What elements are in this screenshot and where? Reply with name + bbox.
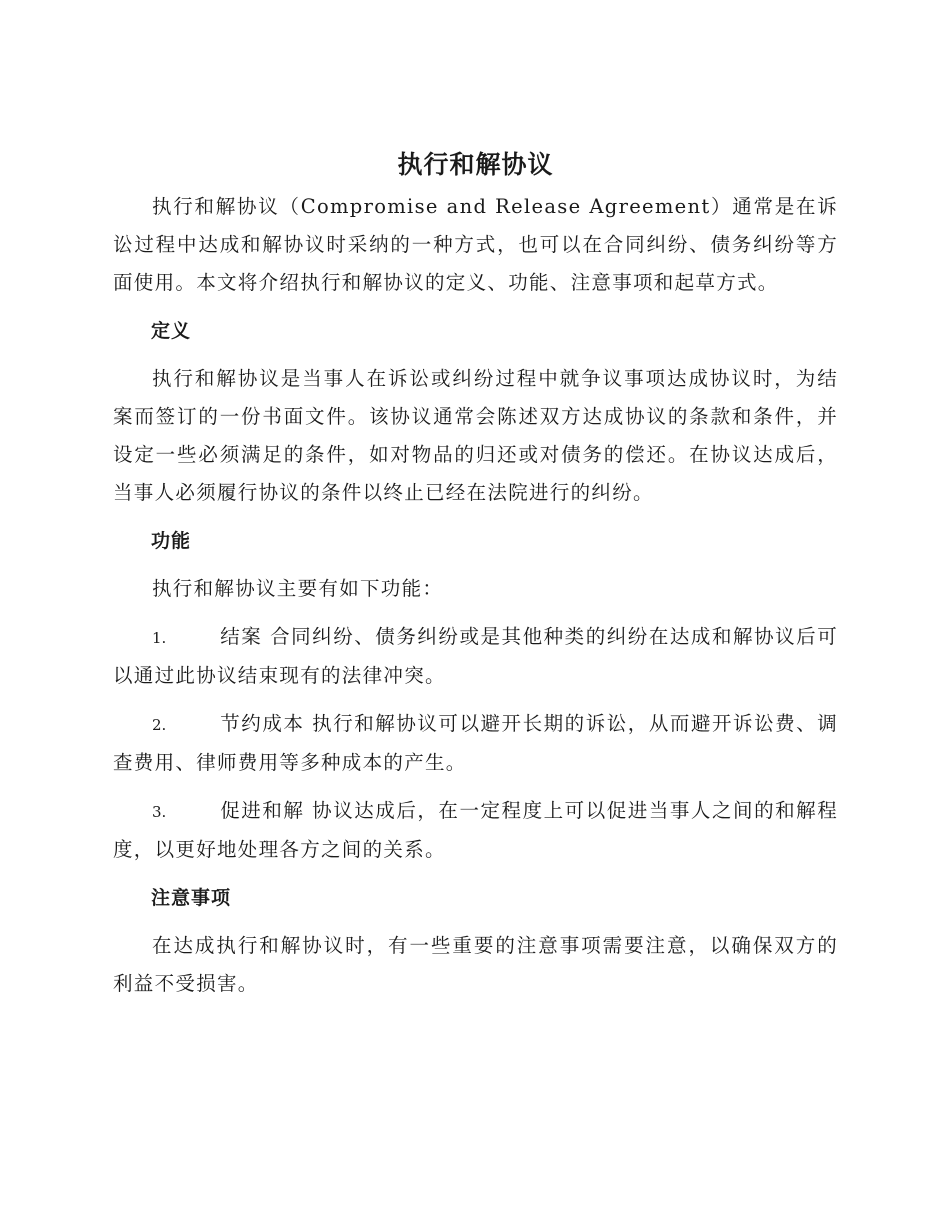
function-lead-paragraph: 执行和解协议主要有如下功能： — [152, 577, 444, 600]
list-item-text: 结案 合同纠纷、债务纠纷或是其他种类的纠纷在达成和解协议后可以通过此协议结束现有的法律冲突。 — [113, 625, 838, 687]
list-item-text: 促进和解 协议达成后，在一定程度上可以促进当事人之间的和解程度，以更好地处理各方之间的关系。 — [113, 799, 838, 861]
list-number: 2. — [152, 716, 167, 734]
document-title: 执行和解协议 — [397, 150, 554, 179]
document-page — [113, 148, 838, 1013]
section-heading-function: 功能 — [151, 530, 192, 552]
notes-paragraph: 在达成执行和解协议时，有一些重要的注意事项需要注意，以确保双方的利益不受损害。 — [113, 934, 838, 995]
list-number: 1. — [152, 629, 167, 647]
section-heading-notes: 注意事项 — [151, 887, 232, 909]
function-list-item-1 — [113, 618, 838, 695]
list-number: 3. — [152, 803, 167, 821]
section-heading-definition: 定义 — [151, 320, 192, 342]
definition-paragraph: 执行和解协议是当事人在诉讼或纠纷过程中就争议事项达成协议时，为结案而签订的一份书面文件。该协议通常会陈述双方达成协议的条款和条件，并设定一些必须满足的条件，如对物品的归还或对债务的偿还。在协议达成后，当事人必须履行协议的条件以终止已经在法院进行的纠纷。 — [113, 367, 838, 504]
function-list-item-3 — [113, 792, 838, 869]
intro-paragraph: 执行和解协议（Compromise and Release Agreement）通常是在诉讼过程中达成和解协议时采纳的一种方式，也可以在合同纠纷、债务纠纷等方面使用。本文将介绍执行和解协议的定义、功能、注意事项和起草方式。 — [113, 195, 838, 294]
function-list-item-2 — [113, 705, 838, 782]
list-item-text: 节约成本 执行和解协议可以避开长期的诉讼，从而避开诉讼费、调查费用、律师费用等多种成本的产生。 — [113, 712, 838, 774]
